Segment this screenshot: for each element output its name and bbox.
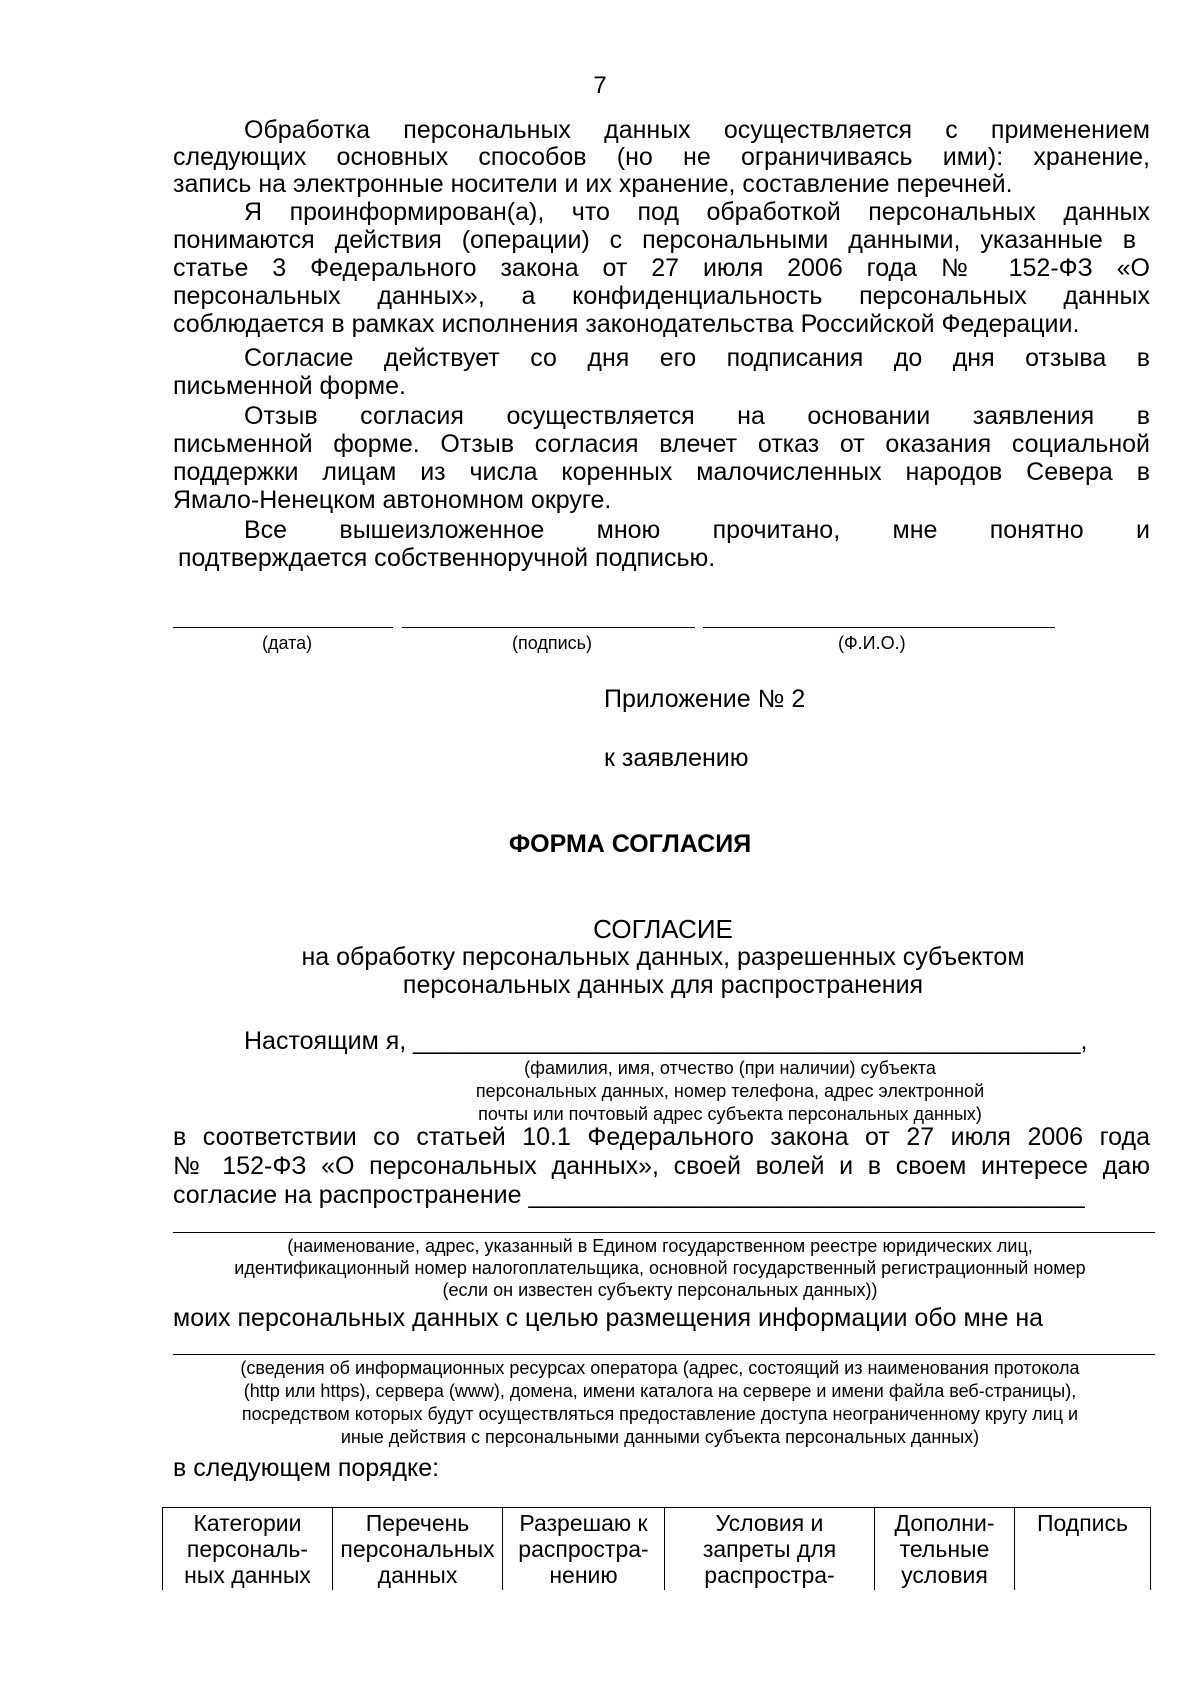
table-header-cell: Подпись (1015, 1508, 1151, 1591)
note-line: (http или https), сервера (www), домена, имени каталога на сервере и имени файла веб-страницы), (243, 1381, 1077, 1401)
text-line: следующих основных способов (но не ограничиваясь ими): хранение, (173, 143, 1150, 171)
operator-note (160, 1235, 1160, 1301)
note-line: почты или почтовый адрес субъекта персональных данных) (478, 1104, 982, 1124)
date-label: (дата) (262, 633, 313, 653)
text-line: № 152-ФЗ «О персональных данных», своей волей и в своем интересе даю (173, 1152, 1150, 1180)
order-line: в следующем порядке: (173, 1454, 440, 1482)
subject-note (420, 1057, 1040, 1126)
note-line: (если он известен субъекту персональных данных)) (442, 1280, 878, 1300)
paragraph-revocation (173, 404, 1150, 516)
paragraph-confirmation (173, 518, 1150, 574)
appendix-title: Приложение № 2 (604, 685, 806, 713)
text-line: Я проинформирован(а), что под обработкой персональных данных (244, 198, 1150, 226)
text-line: согласие на распространение ________________________________________ (173, 1181, 1085, 1209)
text-line: в соответствии со статьей 10.1 Федерального закона от 27 июля 2006 года (173, 1123, 1150, 1151)
note-line: (фамилия, имя, отчество (при наличии) субъекта (524, 1058, 936, 1078)
text-line: персональных данных», а конфиденциальность персональных данных (173, 282, 1150, 310)
table-header-cell: Разрешаю к распростра- нению (503, 1508, 665, 1591)
text-line: Ямало-Ненецком автономном округе. (173, 486, 612, 514)
resource-field-line[interactable] (173, 1354, 1155, 1355)
note-line: иные действия с персональными данными субъекта персональных данных) (340, 1427, 980, 1447)
text-line: письменной форме. Отзыв согласия влечет отказ от оказания социальной (173, 430, 1150, 458)
name-signature-line[interactable] (703, 627, 1055, 628)
purpose-line: моих персональных данных с целью размещения информации обо мне на (173, 1304, 1044, 1332)
text-line: понимаются действия (операции) с персональными данными, указанные в (173, 226, 1136, 254)
consent-subtitle-2: персональных данных для распространения (402, 971, 924, 999)
note-line: идентификационный номер налогоплательщика, основной государственный регистрационный номер (234, 1258, 1086, 1278)
text-line: запись на электронные носители и их хранение, составление перечней. (173, 170, 1013, 198)
signature-label: (подпись) (512, 633, 593, 653)
table-header-cell: Категории персональ- ных данных (163, 1508, 333, 1591)
consent-intro: Настоящим я, ________________________________________________, (244, 1027, 1088, 1055)
text-line: Обработка персональных данных осуществляется с применением (244, 116, 1150, 144)
paragraph-informed (173, 200, 1150, 340)
note-line: посредством которых будут осуществляться предоставление доступа неограниченному кругу лиц и (241, 1404, 1079, 1424)
note-line: (наименование, адрес, указанный в Едином государственном реестре юридических лиц, (287, 1236, 1033, 1256)
text-line: подтверждается собственноручной подписью. (178, 544, 716, 572)
text-line: соблюдается в рамках исполнения законодательства Российской Федерации. (173, 310, 1080, 338)
text-line: письменной форме. (173, 372, 406, 400)
text-line: поддержки лицам из числа коренных малочисленных народов Севера в (173, 458, 1150, 486)
signature-line[interactable] (402, 627, 695, 628)
table-header-cell: Дополни- тельные условия (875, 1508, 1015, 1591)
consent-subtitle-1: на обработку персональных данных, разрешенных субъектом (301, 943, 1025, 971)
text-line: статье 3 Федерального закона от 27 июля 2006 года № 152-ФЗ «О (173, 254, 1150, 282)
text-line: Согласие действует со дня его подписания до дня отзыва в (244, 344, 1150, 372)
consent-title: СОГЛАСИЕ (593, 914, 733, 944)
form-title: ФОРМА СОГЛАСИЯ (508, 830, 752, 858)
date-signature-line[interactable] (173, 627, 393, 628)
text-line: Все вышеизложенное мною прочитано, мне понятно и (244, 516, 1150, 544)
consent-table (162, 1507, 1151, 1590)
resource-note (160, 1357, 1160, 1449)
page-number: 7 (593, 72, 607, 99)
text-line: Отзыв согласия осуществляется на основании заявления в (244, 402, 1150, 430)
note-line: персональных данных, номер телефона, адрес электронной (475, 1081, 985, 1101)
paragraph-processing-methods (173, 118, 1150, 199)
table-header-cell: Условия и запреты для распростра- (665, 1508, 875, 1591)
table-header-cell: Перечень персональных данных (333, 1508, 503, 1591)
appendix-subtitle: к заявлению (604, 744, 749, 772)
name-label: (Ф.И.О.) (838, 633, 906, 653)
operator-field-line[interactable] (173, 1232, 1155, 1233)
table-header-row (163, 1508, 1151, 1591)
paragraph-validity (173, 346, 1150, 402)
note-line: (сведения об информационных ресурсах оператора (адрес, состоящий из наименования протокола (240, 1358, 1080, 1378)
consent-body (173, 1125, 1150, 1212)
